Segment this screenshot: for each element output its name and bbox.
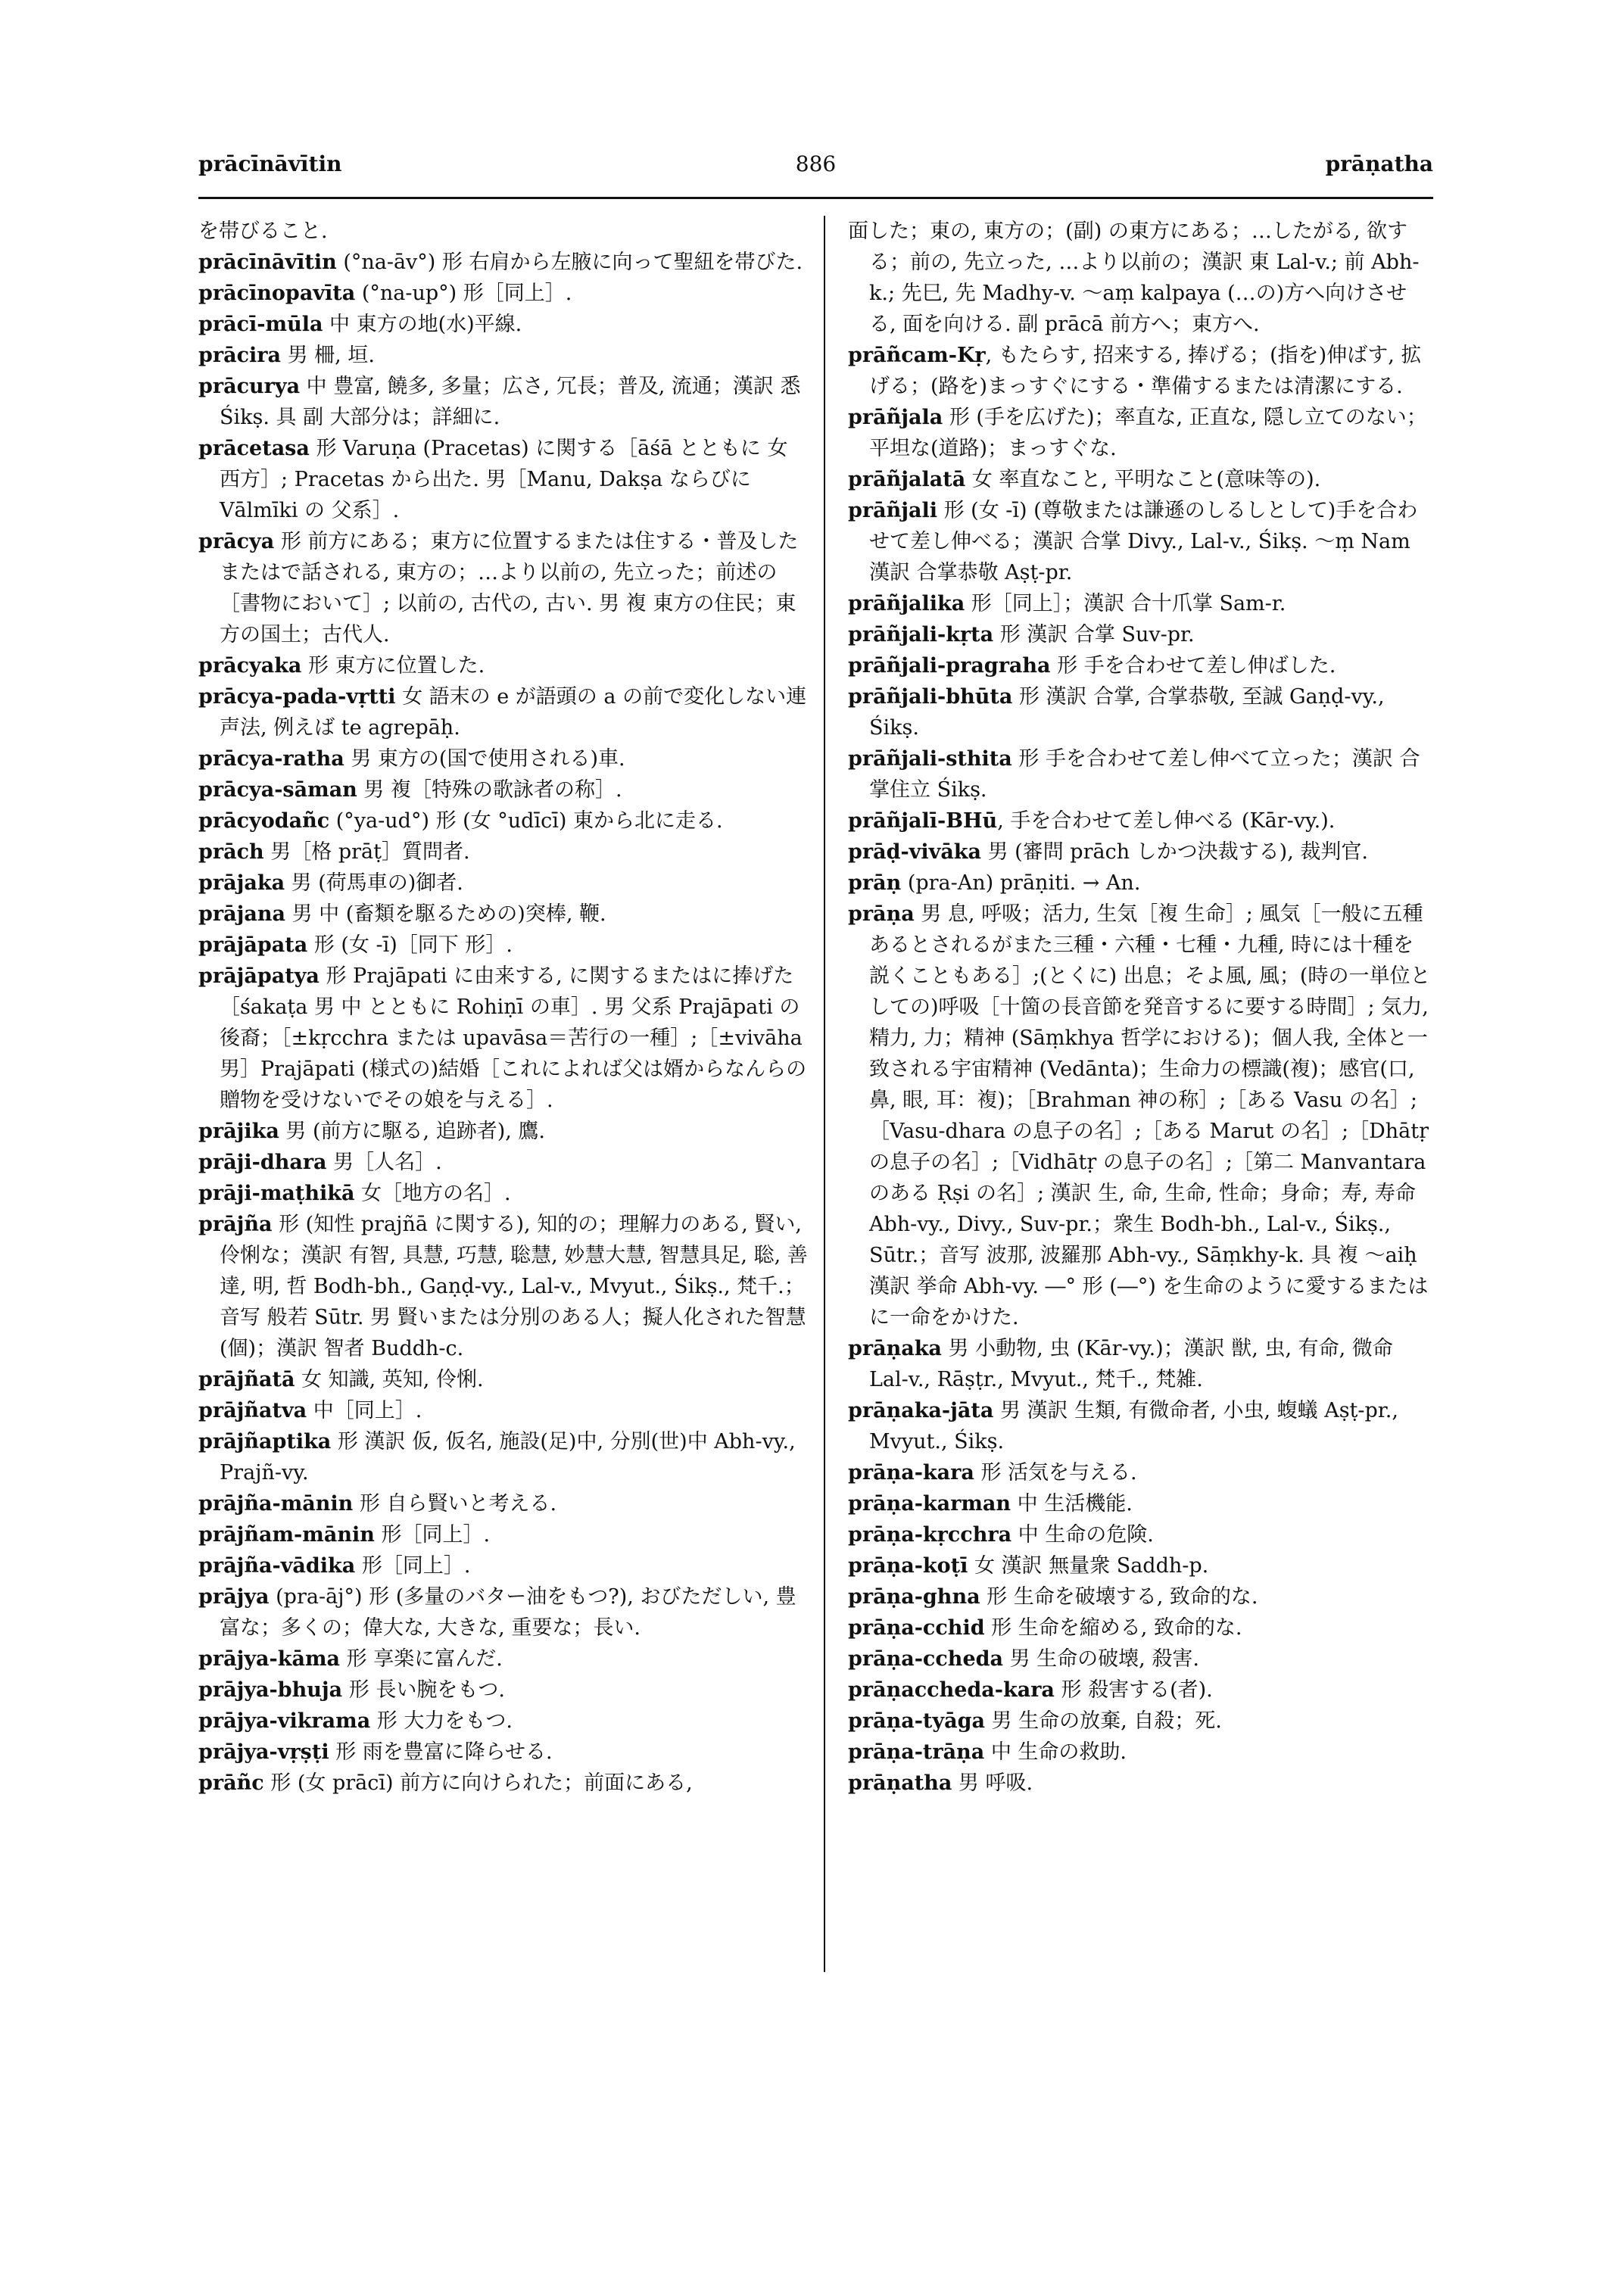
dictionary-entry: prāḍ-vivāka 男 (審問 prāch しかつ決裁する), 裁判官. (848, 840, 1368, 864)
dictionary-entry: を帯びること. (198, 220, 328, 243)
headword: prāji-maṭhikā (198, 1182, 355, 1205)
headword: prācya-ratha (198, 747, 344, 771)
headword: prājya (198, 1585, 270, 1609)
headword: prācya-pada-vṛtti (198, 685, 396, 709)
headword: prājāpata (198, 933, 308, 957)
dictionary-entry: prāṇa-kṛcchra 中 生命の危険. (848, 1523, 1154, 1547)
headword: prājña-mānin (198, 1492, 354, 1516)
headword: prāñjalī-BHū (848, 809, 998, 833)
headword: prāṇa-ccheda (848, 1647, 1003, 1671)
dictionary-entry: prāṇa-cchid 形 生命を縮める, 致命的な. (848, 1616, 1242, 1640)
dictionary-entry: prācya 形 前方にある；東方に位置するまたは住する・普及したまたはで話される, 東方の；…より以前の, 先立った；前述の［書物において］; 以前の, 古代の, 古い. 男 複 東方の住民；東方の国土；古代人. (198, 530, 799, 646)
dictionary-entry: prācira 男 柵, 垣. (198, 344, 375, 367)
page-header (198, 151, 1433, 199)
headword: prājña (198, 1213, 273, 1236)
headword: prācīnāvītin (198, 251, 337, 274)
dictionary-entry: prāṇa 男 息, 呼吸；活力, 生気［複 生命］; 風気［一般に五種あるとされるがまた三種・六種・七種・九種, 時には十種を説くこともある］;(とくに) 出息；そよ風, 風；(時の一単位としての)呼吸［十箇の長音節を発音するに要する時間］; 気力, 精力, 力；精神 (Sāṃkhya 哲学における)；個人我, 全体と一致される宇宙精神 (Vedānta)；生命力の標識(複)；感官(口, 鼻, 眼, 耳：複)；［Brahman 神の称］;［ある Vasu の名］;［Vasu-dhara の息子の名］;［ある Marut の名］;［Dhātṛ の息子の名］;［Vidhātṛ の息子の名］;［第二 Manvantara のある Ṛṣi の名］; 漢訳 生, 命, 生命, 性命；身命；寿, 寿命 Abh-vy., Divy., Suv-pr.；衆生 Bodh-bh., Lal-v., Śikṣ., Sūtr.；音写 波那, 波羅那 Abh-vy., Sāṃkhy-k. 具 複 ～aiḥ 漢訳 挙命 Abh-vy. ―° 形 (―°) を生命のように愛するまたはに一命をかけた. (848, 902, 1431, 1329)
dictionary-entry: prāji-maṭhikā 女［地方の名］. (198, 1182, 511, 1205)
dictionary-entry: prāñjalika 形［同上］；漢訳 合十爪掌 Sam-r. (848, 592, 1286, 615)
headword: prāṇaccheda-kara (848, 1678, 1055, 1702)
dictionary-entry: prāṇa-koṭī 女 漢訳 無量衆 Saddh-p. (848, 1554, 1209, 1578)
headword: prāṇ (848, 871, 902, 895)
headword: prāñcam-Kṛ (848, 344, 986, 367)
headword: prāji-dhara (198, 1151, 327, 1174)
headword: prājya-bhuja (198, 1678, 343, 1702)
header-left-guide-word: prācīnāvītin (198, 151, 342, 176)
headword: prājaka (198, 871, 285, 895)
dictionary-entry: prāṇa-karman 中 生活機能. (848, 1492, 1133, 1516)
dictionary-entry: prāñjali-sthita 形 手を合わせて差し伸べて立った；漢訳 合掌住立 Śikṣ. (848, 747, 1420, 802)
headword: prācira (198, 344, 282, 367)
headword: prāñjali (848, 499, 938, 522)
dictionary-entry: prājika 男 (前方に駆る, 追跡者), 鷹. (198, 1120, 545, 1143)
dictionary-entry: prāñjali-kṛta 形 漢訳 合掌 Suv-pr. (848, 623, 1195, 646)
headword: prāṇa-ghna (848, 1585, 980, 1609)
dictionary-entry: prāṇaka 男 小動物, 虫 (Kār-vy.)；漢訳 獣, 虫, 有命, 微命 Lal-v., Rāṣṭr., Mvyut., 梵千., 梵雑. (848, 1337, 1393, 1391)
headword: prājñaptika (198, 1430, 332, 1453)
dictionary-entry: prāṇatha 男 呼吸. (848, 1771, 1033, 1795)
headword: prācyodañc (198, 809, 330, 833)
headword: prāṇatha (848, 1771, 952, 1795)
headword: prāḍ-vivāka (848, 840, 982, 864)
headword: prācya (198, 530, 275, 553)
headword: prājika (198, 1120, 279, 1143)
dictionary-entry: prājya (pra-āj°) 形 (多量のバター油をもつ?), おびただしい, 豊富な；多くの；偉大な, 大きな, 重要な；長い. (198, 1585, 796, 1640)
headword: prāñjali-bhūta (848, 685, 1013, 709)
dictionary-entry: prāji-dhara 男［人名］. (198, 1151, 442, 1174)
dictionary-entry: prājya-bhuja 形 長い腕をもつ. (198, 1678, 505, 1702)
headword: prāṇa-trāṇa (848, 1740, 985, 1764)
dictionary-entry: prājña-vādika 形［同上］. (198, 1554, 471, 1578)
header-right-guide-word: prāṇatha (1325, 151, 1433, 176)
dictionary-entry: prājāpatya 形 Prajāpati に由来する, に関するまたはに捧げた［śakaṭa 男 中 とともに Rohiṇī の車］. 男 父系 Prajāpati の後裔；［±kṛcchra または upavāsa＝苦行の一種］;［±vivāha 男］Prajāpati (様式の)結婚［これによれば父は婿からなんらの贈物を受けないでその娘を与える］. (198, 964, 807, 1112)
dictionary-entry: prāñjali-bhūta 形 漢訳 合掌, 合掌恭敬, 至誠 Gaṇḍ-vy., Śikṣ. (848, 685, 1385, 740)
headword: prācī-mūla (198, 313, 323, 336)
headword: prāṇaka-jāta (848, 1399, 994, 1422)
dictionary-entry: prācyaka 形 東方に位置した. (198, 654, 485, 678)
headword: prāñjali-kṛta (848, 623, 994, 646)
dictionary-entry: prāṇa-ccheda 男 生命の破壊, 殺害. (848, 1647, 1199, 1671)
dictionary-entry: 面した；東の, 東方の；(副) の東方にある；…したがる, 欲する；前の, 先立った, …より以前の；漢訳 東 Lal-v.; 前 Abh-k.; 先巳, 先 Madhy-v. ～aṃ kalpaya (…の)方へ向けさせる, 面を向ける. 副 prācā 前方へ；東方へ. (848, 220, 1420, 336)
headword: prācya-sāman (198, 778, 357, 802)
headword: prājya-vṛṣṭi (198, 1740, 329, 1764)
dictionary-entry: prācī-mūla 中 東方の地(水)平線. (198, 313, 522, 336)
headword: prācīnopavīta (198, 282, 356, 305)
dictionary-entry: prāñjali-pragraha 形 手を合わせて差し伸ばした. (848, 654, 1336, 678)
dictionary-entry: prācya-pada-vṛtti 女 語末の e が語頭の a の前で変化しない連声法, 例えば te agrepāḥ. (198, 685, 807, 740)
dictionary-entry: prācīnāvītin (°na-āv°) 形 右肩から左腋に向って聖紐を帯びた. (198, 251, 803, 274)
headword: prāṇaka (848, 1337, 942, 1360)
headword: prāch (198, 840, 264, 864)
dictionary-entry: prāñjali 形 (女 -ī) (尊敬または謙遜のしるしとして)手を合わせて差し伸べる；漢訳 合掌 Divy., Lal-v., Śikṣ. ～ṃ Nam 漢訳 合掌恭敬 Aṣṭ-pr. (848, 499, 1418, 584)
headword: prāñjala (848, 406, 943, 429)
headword: prājya-kāma (198, 1647, 341, 1671)
left-column (198, 216, 808, 1799)
dictionary-entry: prājña-mānin 形 自ら賢いと考える. (198, 1492, 557, 1516)
dictionary-entry: prājñaptika 形 漢訳 仮, 仮名, 施設(足)中, 分別(世)中 Abh-vy., Prajñ-vy. (198, 1430, 796, 1485)
headword: prāṇa-kara (848, 1461, 974, 1485)
headword: prāñjali-pragraha (848, 654, 1051, 678)
dictionary-entry: prājaka 男 (荷馬車の)御者. (198, 871, 463, 895)
headword: prājñatā (198, 1368, 295, 1391)
dictionary-entry: prācya-sāman 男 複［特殊の歌詠者の称］. (198, 778, 622, 802)
column-divider (824, 216, 825, 1972)
dictionary-entry: prājya-vikrama 形 大力をもつ. (198, 1709, 513, 1733)
headword: prāñjalatā (848, 468, 966, 491)
dictionary-entry: prājana 男 中 (畜類を駆るための)突棒, 鞭. (198, 902, 606, 926)
dictionary-entry: prācīnopavīta (°na-up°) 形［同上］. (198, 282, 572, 305)
dictionary-entry: prājya-vṛṣṭi 形 雨を豊富に降らせる. (198, 1740, 553, 1764)
dictionary-entry: prāṇaccheda-kara 形 殺害する(者). (848, 1678, 1213, 1702)
headword: prājana (198, 902, 285, 926)
headword: prācetasa (198, 437, 310, 460)
page-number: 886 (795, 151, 837, 176)
right-column (848, 216, 1433, 1799)
dictionary-entry: prājñatva 中［同上］. (198, 1399, 422, 1422)
dictionary-entry: prācyodañc (°ya-ud°) 形 (女 °udīcī) 東から北に走る. (198, 809, 723, 833)
headword: prājña-vādika (198, 1554, 356, 1578)
dictionary-entry: prāṇa-tyāga 男 生命の放棄, 自殺；死. (848, 1709, 1222, 1733)
headword: prāñjalika (848, 592, 965, 615)
dictionary-entry: prāṇa-trāṇa 中 生命の救助. (848, 1740, 1127, 1764)
dictionary-entry: prājñatā 女 知識, 英知, 伶悧. (198, 1368, 484, 1391)
headword: prāṇa (848, 902, 915, 926)
dictionary-entry: prājñam-mānin 形［同上］. (198, 1523, 491, 1547)
dictionary-entry: prāṇaka-jāta 男 漢訳 生類, 有微命者, 小虫, 蝮蟻 Aṣṭ-pr., Mvyut., Śikṣ. (848, 1399, 1398, 1453)
dictionary-entry: prājña 形 (知性 prajñā に関する), 知的の；理解力のある, 賢い, 伶悧な；漢訳 有智, 具慧, 巧慧, 聡慧, 妙慧大慧, 智慧具足, 聡, 善達, 明, 哲 Bodh-bh., Gaṇḍ-vy., Lal-v., Mvyut., Śikṣ., 梵千.；音写 般若 Sūtr. 男 賢いまたは分別のある人；擬人化された智慧(個)；漢訳 智者 Buddh-c. (198, 1213, 808, 1360)
dictionary-entry: prācurya 中 豊富, 饒多, 多量；広さ, 冗長；普及, 流通；漢訳 悉 Śikṣ. 具 副 大部分は；詳細に. (198, 375, 801, 429)
headword: prājñam-mānin (198, 1523, 375, 1547)
headword: prāṇa-tyāga (848, 1709, 985, 1733)
dictionary-entry: prāṇa-kara 形 活気を与える. (848, 1461, 1137, 1485)
dictionary-entry: prācya-ratha 男 東方の(国で使用される)車. (198, 747, 625, 771)
dictionary-entry: prāñjala 形 (手を広げた)；率直な, 正直な, 隠し立てのない；平坦な(道路)；まっすぐな. (848, 406, 1427, 460)
dictionary-entry: prājya-kāma 形 享楽に富んだ. (198, 1647, 503, 1671)
dictionary-entry: prāṇa-ghna 形 生命を破壊する, 致命的な. (848, 1585, 1258, 1609)
headword: prāñjali-sthita (848, 747, 1012, 771)
dictionary-entry: prāñc 形 (女 prācī) 前方に向けられた；前面にある, (198, 1771, 693, 1795)
headword: prāṇa-cchid (848, 1616, 985, 1640)
dictionary-entry: prāch 男［格 prāṭ］質問者. (198, 840, 470, 864)
dictionary-entry: prāñjalī-BHū, 手を合わせて差し伸べる (Kār-vy.). (848, 809, 1336, 833)
dictionary-entry: prājāpata 形 (女 -ī)［同下 形］. (198, 933, 513, 957)
headword: prājāpatya (198, 964, 320, 988)
headword: prācyaka (198, 654, 302, 678)
dictionary-entry: prāṇ (pra-An) prāṇiti. → An. (848, 871, 1141, 895)
headword: prājya-vikrama (198, 1709, 371, 1733)
headword: prāṇa-karman (848, 1492, 1011, 1516)
headword: prāñc (198, 1771, 264, 1795)
dictionary-entry: prāñcam-Kṛ, もたらす, 招来する, 捧げる；(指を)伸ばす, 拡げる；(路を)まっすぐにする・準備するまたは清潔にする. (848, 344, 1422, 398)
dictionary-entry: prāñjalatā 女 率直なこと, 平明なこと(意味等の). (848, 468, 1321, 491)
headword: prācurya (198, 375, 301, 398)
headword: prājñatva (198, 1399, 307, 1422)
dictionary-entry: prācetasa 形 Varuṇa (Pracetas) に関する［āśā とともに 女 西方］; Pracetas から出た. 男［Manu, Dakṣa ならびに Vālmīki の 父系］. (198, 437, 788, 522)
headword: prāṇa-kṛcchra (848, 1523, 1012, 1547)
headword: prāṇa-koṭī (848, 1554, 968, 1578)
